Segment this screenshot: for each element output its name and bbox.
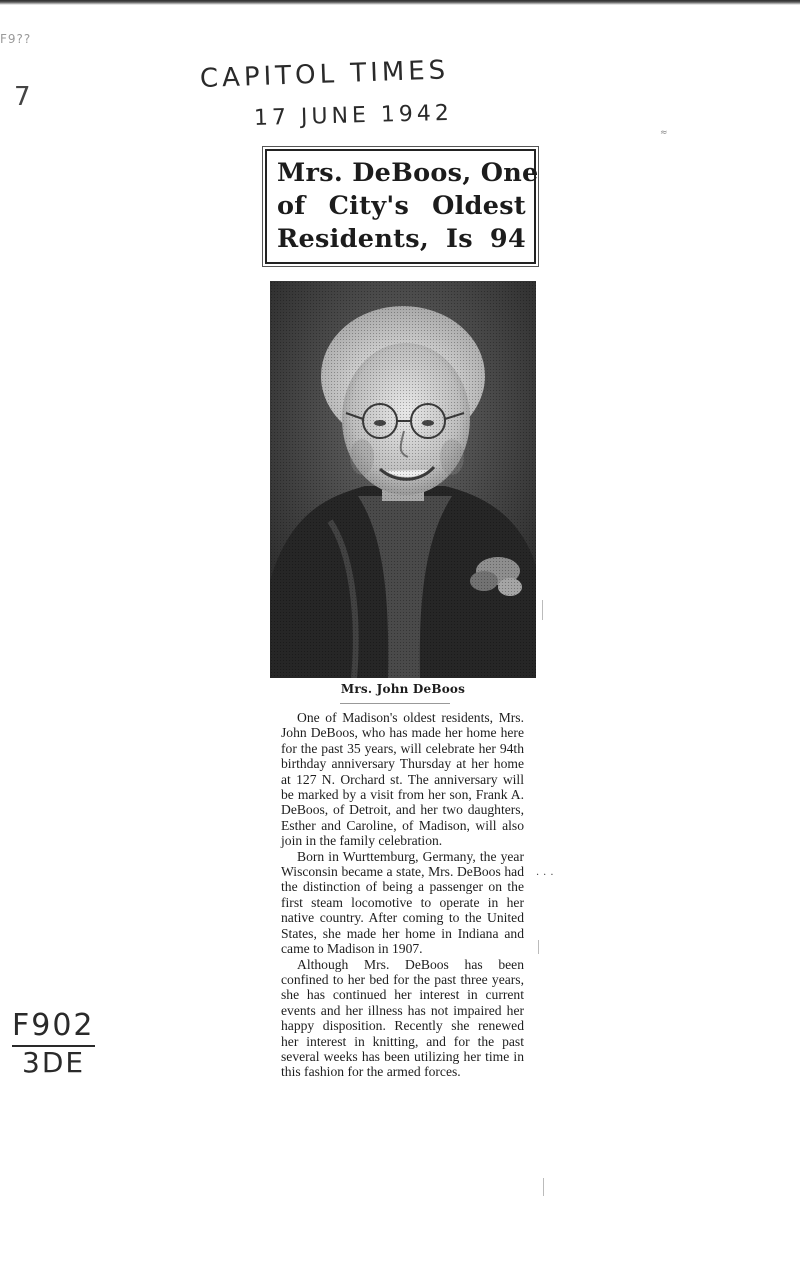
column-edge-mark xyxy=(543,1178,544,1196)
scan-top-edge xyxy=(0,0,800,5)
handwritten-call-number: F902 xyxy=(12,1008,95,1047)
faint-pencil-mark: ≈ xyxy=(660,128,668,138)
caption-underline xyxy=(340,703,450,704)
handwritten-newspaper-name: CAPITOL TIMES xyxy=(199,55,450,94)
headline-line-3: Residents, Is 94 xyxy=(277,224,526,254)
article-paragraph: Born in Wurttemburg, Germany, the year Wisconsin became a state, Mrs. DeBoos had the distinction of being a passenger on the first steam locomotive to operate in her native country. After coming to the United States, she made her home in Indiana and came to Madison in 1907. xyxy=(281,848,524,957)
headline-box xyxy=(265,149,539,264)
headline-line-2: of City's Oldest xyxy=(277,191,526,221)
portrait-photo xyxy=(270,281,536,678)
print-specks: ··· xyxy=(536,870,558,881)
column-edge-mark xyxy=(538,940,539,954)
handwritten-corner-note: F9?? xyxy=(0,32,32,46)
handwritten-date: 17 JUNE 1942 xyxy=(253,100,454,131)
photo-caption: Mrs. John DeBoos xyxy=(340,682,466,696)
headline-line-1: Mrs. DeBoos, One xyxy=(277,158,539,188)
handwritten-call-suffix: 3DE xyxy=(22,1046,86,1079)
article-paragraph: One of Madison's oldest residents, Mrs. John DeBoos, who has made her home here for the past 35 years, will celebrate her 94th birthday anniversary Thursday at her home at 127 N. Orchard st. The anniversary will be marked by a visit from her son, Frank A. DeBoos, of Detroit, and her two daughters, Esther and Caroline, of Madison, will also join in the family celebration. xyxy=(281,710,524,849)
column-edge-mark xyxy=(542,600,543,620)
article-paragraph: Although Mrs. DeBoos has been confined to her bed for the past three years, she has continued her interest in current events and her illness has not impaired her happy disposition. Recently she renewed her interest in knitting, and for the past several weeks has been utilizing her time in this fashion for the armed forces. xyxy=(281,956,524,1080)
handwritten-page-number: 7 xyxy=(14,82,31,112)
article-body xyxy=(281,710,524,1080)
